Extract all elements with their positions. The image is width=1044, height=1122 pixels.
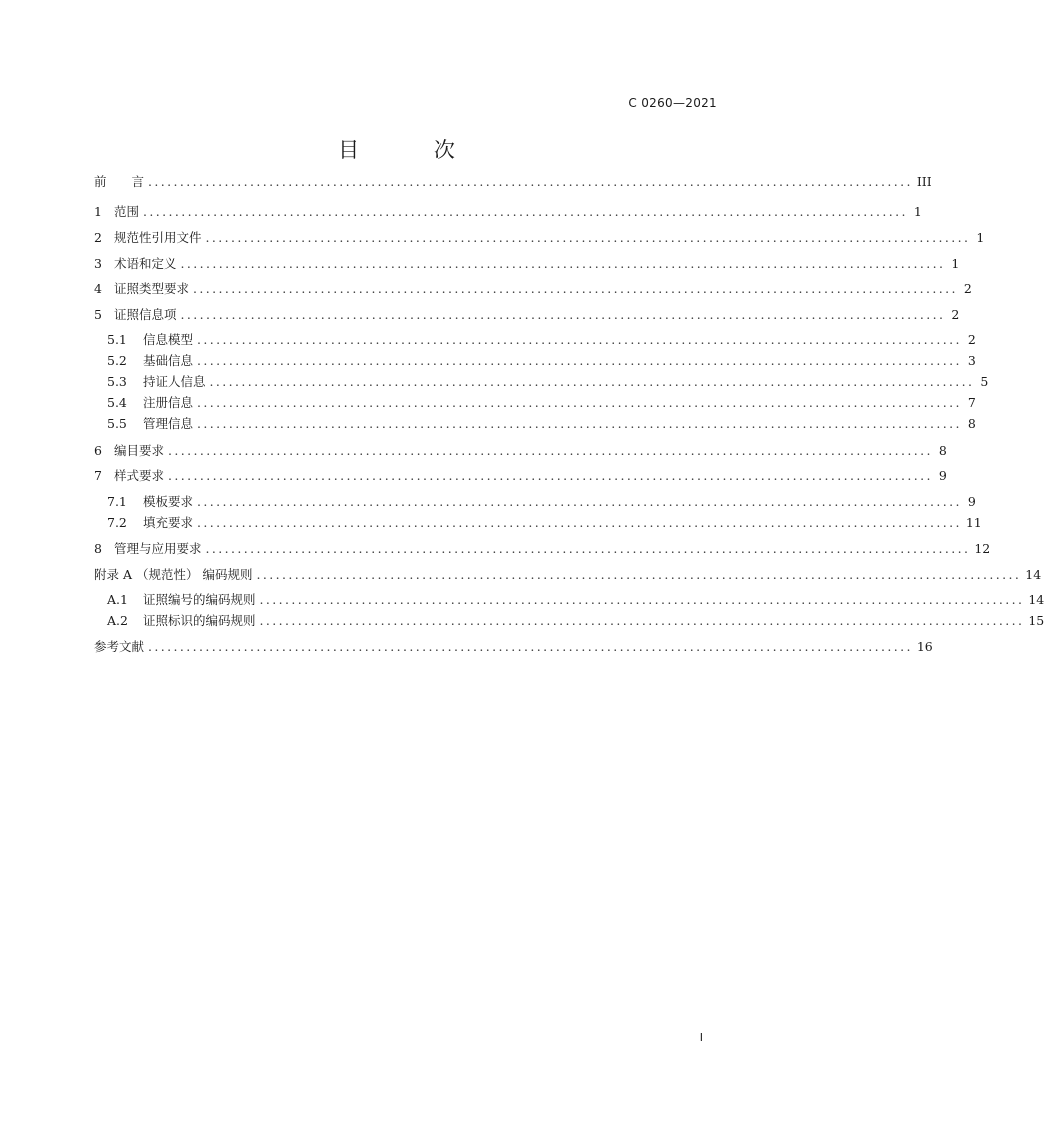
toc-entry-8[interactable]: [94, 539, 991, 559]
toc-title: 目 次: [338, 138, 489, 162]
toc-entry-page: 16: [916, 639, 933, 654]
toc-entry-page: 9: [938, 468, 947, 483]
toc-entry-5-3[interactable]: [107, 372, 989, 392]
toc-leader-dots: ........................................................................................................................: [197, 332, 962, 347]
toc-entry-2[interactable]: [94, 228, 985, 248]
toc-entry-page: 1: [951, 256, 960, 271]
toc-entry-label: 范围: [114, 204, 140, 219]
toc-entry-number: 5.3: [107, 374, 127, 389]
toc-entry-page: 2: [963, 281, 972, 296]
toc-leader-dots: ........................................................................................................................: [259, 613, 1025, 628]
toc-leader-dots: ........................................................................................................................: [197, 416, 962, 431]
toc-leader-dots: ........................................................................................................................: [197, 353, 962, 368]
toc-entry-label: 信息模型: [143, 332, 194, 347]
toc-leader-dots: ........................................................................................................................: [193, 281, 958, 296]
toc-entry-a-2[interactable]: [107, 611, 1044, 631]
toc-entry-number: 5.1: [107, 332, 127, 347]
toc-entry-page: 7: [967, 395, 976, 410]
toc-entry-number: 2: [94, 230, 102, 245]
toc-entry-5-2[interactable]: [107, 351, 976, 371]
page-number: I: [699, 1031, 703, 1044]
toc-entry-page: 8: [938, 443, 947, 458]
toc-entry-number: 1: [94, 204, 102, 219]
toc-entry-label: 证照标识的编码规则: [143, 613, 256, 628]
toc-entry-page: III: [916, 174, 932, 189]
toc-leader-dots: ........................................................................................................................: [205, 541, 971, 556]
toc-entry-number: 7.1: [107, 494, 127, 509]
toc-entry-7[interactable]: [94, 466, 947, 486]
toc-entry-5-4[interactable]: [107, 393, 976, 413]
toc-entry-number: 5.2: [107, 353, 127, 368]
toc-entry-page: 2: [951, 307, 960, 322]
toc-entry-label: 模板要求: [143, 494, 194, 509]
toc-entry-page: 14: [1028, 592, 1044, 607]
toc-entry-number: 6: [94, 443, 102, 458]
toc-entry-page: 8: [967, 416, 976, 431]
toc-leader-dots: ........................................................................................................................: [197, 515, 962, 530]
toc-entry-label: 规范性引用文件: [114, 230, 202, 245]
toc-entry-page: 5: [980, 374, 989, 389]
toc-entry-a-1[interactable]: [107, 590, 1044, 610]
toc-entry-label: 管理与应用要求: [114, 541, 202, 556]
toc-entry-number: 5.5: [107, 416, 127, 431]
toc-entry-number: A.1: [107, 592, 128, 607]
toc-entry-5[interactable]: [94, 305, 960, 325]
toc-entry-label: 基础信息: [143, 353, 194, 368]
toc-entry-foreword[interactable]: [94, 172, 932, 192]
toc-entry-label: 编目要求: [114, 443, 165, 458]
toc-entry-label: 证照信息项: [114, 307, 177, 322]
toc-entry-label: 证照类型要求: [114, 281, 190, 296]
toc-entry-page: 1: [913, 204, 922, 219]
toc-leader-dots: ........................................................................................................................: [180, 256, 946, 271]
toc-entry-7-1[interactable]: [107, 492, 976, 512]
toc-entry-label: 样式要求: [114, 468, 165, 483]
toc-entry-label: 术语和定义: [114, 256, 177, 271]
toc-entry-annex-a[interactable]: [94, 565, 1042, 585]
toc-leader-dots: ........................................................................................................................: [148, 639, 913, 654]
toc-leader-dots: ........................................................................................................................: [197, 395, 962, 410]
toc-leader-dots: ........................................................................................................................: [205, 230, 971, 245]
toc-entry-label: 附录 A （规范性） 编码规则: [94, 567, 253, 582]
toc-entry-page: 1: [976, 230, 985, 245]
toc-entry-5-5[interactable]: [107, 414, 976, 434]
toc-entry-5-1[interactable]: [107, 330, 976, 350]
toc-entry-bibliography[interactable]: [94, 637, 933, 657]
toc-leader-dots: ........................................................................................................................: [209, 374, 975, 389]
toc-entry-7-2[interactable]: [107, 513, 982, 533]
toc-entry-page: 3: [967, 353, 976, 368]
toc-entry-page: 11: [965, 515, 982, 530]
toc-entry-label: 管理信息: [143, 416, 194, 431]
toc-entry-number: 5.4: [107, 395, 127, 410]
toc-entry-label: 持证人信息: [143, 374, 206, 389]
toc-entry-6[interactable]: [94, 441, 947, 461]
toc-leader-dots: ........................................................................................................................: [168, 468, 933, 483]
toc-entry-number: 7.2: [107, 515, 127, 530]
toc-entry-label: 证照编号的编码规则: [143, 592, 256, 607]
toc-entry-label: 前 言: [94, 174, 145, 189]
toc-entry-number: 4: [94, 281, 102, 296]
toc-entry-label: 注册信息: [143, 395, 194, 410]
toc-entry-number: A.2: [107, 613, 128, 628]
toc-leader-dots: ........................................................................................................................: [143, 204, 908, 219]
toc-entry-3[interactable]: [94, 254, 960, 274]
toc-entry-page: 9: [967, 494, 976, 509]
toc-leader-dots: ........................................................................................................................: [148, 174, 913, 189]
toc-entry-number: 7: [94, 468, 102, 483]
toc-entry-page: 14: [1025, 567, 1042, 582]
toc-entry-page: 2: [967, 332, 976, 347]
toc-entry-number: 8: [94, 541, 102, 556]
toc-leader-dots: ........................................................................................................................: [256, 567, 1022, 582]
toc-entry-1[interactable]: [94, 202, 922, 222]
toc-leader-dots: ........................................................................................................................: [180, 307, 946, 322]
toc-entry-number: 3: [94, 256, 102, 271]
toc-leader-dots: ........................................................................................................................: [259, 592, 1025, 607]
toc-leader-dots: ........................................................................................................................: [197, 494, 962, 509]
toc-entry-page: 15: [1028, 613, 1044, 628]
toc-leader-dots: ........................................................................................................................: [168, 443, 933, 458]
toc-entry-4[interactable]: [94, 279, 972, 299]
toc-entry-label: 参考文献: [94, 639, 145, 654]
toc-entry-number: 5: [94, 307, 102, 322]
document-code: C 0260—2021: [628, 96, 717, 110]
toc-entry-page: 12: [974, 541, 991, 556]
toc-entry-label: 填充要求: [143, 515, 194, 530]
